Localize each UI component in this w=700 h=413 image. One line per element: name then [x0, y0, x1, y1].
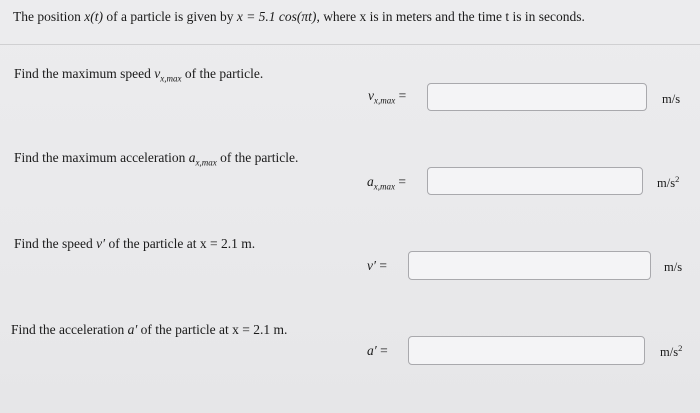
answer-2-label: $a_{x,max}$ = [367, 174, 406, 192]
answer-2-unit: $m/s^2$ [657, 174, 680, 191]
statement-prefix: The position [13, 9, 85, 24]
problem-statement [13, 9, 585, 25]
answer-3-input[interactable] [408, 251, 651, 280]
statement-middle: of a particle is given by [102, 9, 237, 24]
question-2-prompt: Find the maximum acceleration $a_{x,max}$ of the particle. [14, 150, 299, 168]
q1-symbol: v [154, 66, 161, 81]
question-1-prompt: Find the maximum speed $v_{x,max}$ of the particle. [14, 66, 264, 84]
answer-4-unit: $m/s^2$ [660, 343, 683, 360]
question-3-prompt: Find the speed v′ of the particle at x = 2.1 m. [14, 236, 256, 251]
position-equation: x = 5.1 cos(πt) [236, 9, 317, 24]
q2-symbol: a [188, 150, 196, 165]
answer-1-unit: m/s [662, 92, 681, 107]
answer-3-unit: m/s [664, 260, 683, 275]
position-function: x(t) [84, 9, 103, 24]
answer-3-label: v′ = [367, 258, 387, 273]
question-4-prompt: Find the acceleration a′ of the particle at x = 2.1 m. [11, 322, 288, 337]
answer-1-input[interactable] [427, 83, 647, 111]
answer-4-input[interactable] [408, 336, 645, 365]
statement-suffix: , where x is in meters and the time t is in seconds. [316, 9, 585, 24]
q4-symbol: a′ [127, 322, 138, 337]
answer-4-label: a′ = [367, 343, 388, 358]
answer-1-label: $v_{x,max}$ = [368, 88, 407, 106]
answer-2-input[interactable] [427, 167, 643, 195]
q3-symbol: v′ [96, 236, 106, 251]
problem-header [0, 0, 700, 45]
